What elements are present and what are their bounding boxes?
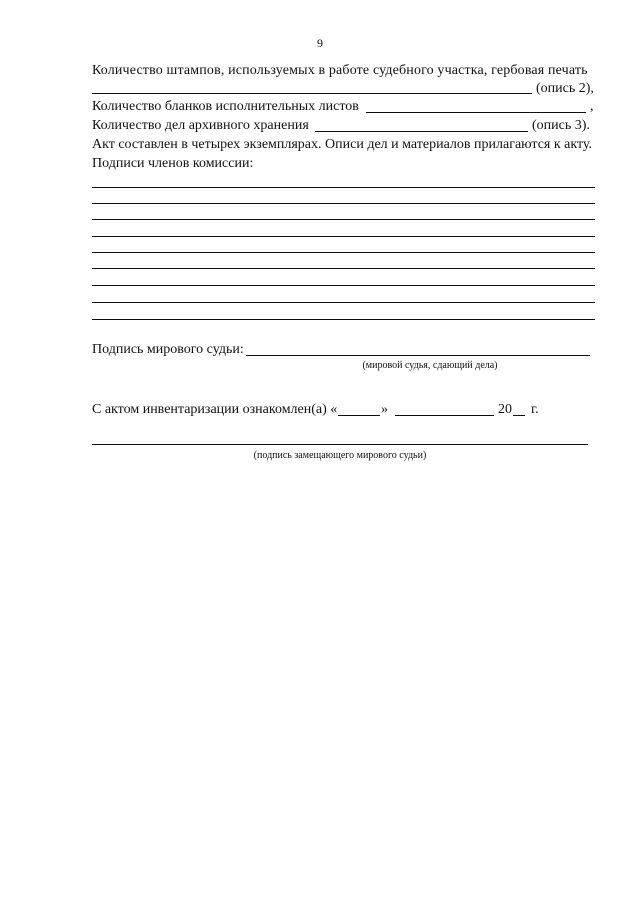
judge-signature-caption: (мировой судья, сдающий дела): [362, 360, 498, 371]
commission-signature-line[interactable]: [92, 252, 595, 253]
commission-signature-line[interactable]: [92, 319, 595, 320]
acquainted-label: С актом инвентаризации ознакомлен(а) «: [92, 402, 338, 417]
commission-signature-line[interactable]: [92, 285, 595, 286]
stamps-underline[interactable]: [92, 93, 532, 94]
year-field[interactable]: [513, 415, 525, 416]
year-suffix: г.: [531, 402, 539, 417]
month-field[interactable]: [395, 415, 494, 416]
blanks-underline[interactable]: [366, 112, 586, 113]
archive-underline[interactable]: [315, 131, 528, 132]
stamps-label: Количество штампов, используемых в работе судебного участка, гербовая печать: [92, 63, 588, 78]
commission-signature-line[interactable]: [92, 236, 595, 237]
commission-signature-line[interactable]: [92, 302, 595, 303]
commission-signature-line[interactable]: [92, 203, 595, 204]
commission-signature-line[interactable]: [92, 268, 595, 269]
archive-label: Количество дел архивного хранения: [92, 118, 309, 133]
page-number: 9: [317, 36, 323, 50]
commission-signature-line[interactable]: [92, 187, 595, 188]
stamps-suffix: (опись 2),: [536, 81, 594, 96]
replacement-signature-line[interactable]: [92, 444, 588, 445]
commission-label: Подписи членов комиссии:: [92, 156, 254, 171]
blanks-label: Количество бланков исполнительных листов: [92, 99, 359, 114]
commission-signature-line[interactable]: [92, 219, 595, 220]
day-field[interactable]: [338, 415, 380, 416]
judge-signature-label: Подпись мирового судьи:: [92, 342, 244, 357]
acquainted-quote-close: »: [381, 402, 388, 417]
replacement-signature-caption: (подпись замещающего мирового судьи): [253, 450, 427, 461]
archive-suffix: (опись 3).: [532, 118, 590, 133]
judge-signature-line[interactable]: [246, 355, 590, 356]
blanks-suffix: ,: [590, 99, 594, 114]
act-note: Акт составлен в четырех экземплярах. Описи дел и материалов прилагаются к акту.: [92, 137, 593, 152]
year-prefix: 20: [498, 402, 512, 417]
